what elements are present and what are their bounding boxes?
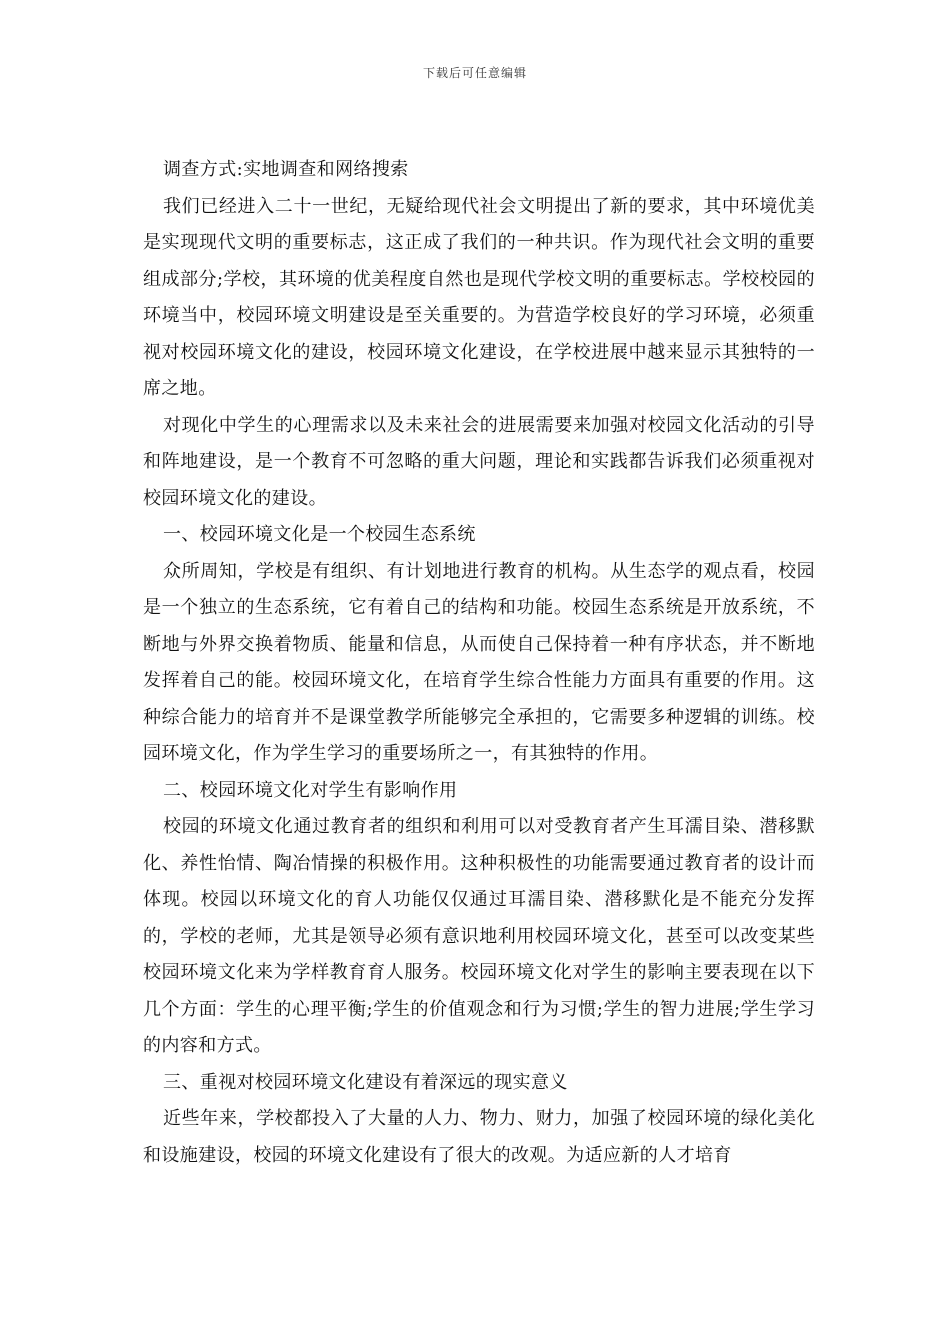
section-paragraph-2: 校园的环境文化通过教育者的组织和利用可以对受教育者产生耳濡目染、潜移默化、养性怡情、陶冶情操的积极作用。这种积极性的功能需要通过教育者的设计而体现。校园以环境文化的育人功能仅仅通过耳濡目染、潜移默化是不能充分发挥的，学校的老师，尤其是领导必须有意识地利用校园环境文化，甚至可以改变某些校园环境文化来为学样教育育人服务。校园环境文化对学生的影响主要表现在以下几个方面：学生的心理平衡;学生的价值观念和行为习惯;学生的智力进展;学生学习的内容和方式。 — [143, 816, 815, 1056]
need-paragraph: 对现化中学生的心理需求以及未来社会的进展需要来加强对校园文化活动的引导和阵地建设，是一个教育不可忽略的重大问题，理论和实践都告诉我们必须重视对校园环境文化的建设。 — [143, 414, 815, 509]
section-paragraph-3: 近些年来，学校都投入了大量的人力、物力、财力，加强了校园环境的绿化美化和设施建设，校园的环境文化建设有了很大的改观。为适应新的人才培育 — [143, 1108, 815, 1166]
document-body — [143, 152, 815, 1174]
section-paragraph-1: 众所周知，学校是有组织、有计划地进行教育的机构。从生态学的观点看，校园是一个独立的生态系统，它有着自己的结构和功能。校园生态系统是开放系统，不断地与外界交换着物质、能量和信息，从而使自己保持着一种有序状态，并不断地发挥着自己的能。校园环境文化，在培育学生综合性能力方面具有重要的作用。这种综合能力的培育并不是课堂教学所能够完全承担的，它需要多种逻辑的训练。校园环境文化，作为学生学习的重要场所之一，有其独特的作用。 — [143, 560, 815, 764]
intro-paragraph: 我们已经进入二十一世纪，无疑给现代社会文明提出了新的要求，其中环境优美是实现现代文明的重要标志，这正成了我们的一种共识。作为现代社会文明的重要组成部分;学校，其环境的优美程度自然也是现代学校文明的重要标志。学校校园的环境当中，校园环境文明建设是至关重要的。为营造学校良好的学习环境，必须重视对校园环境文化的建设，校园环境文化建设，在学校进展中越来显示其独特的一席之地。 — [143, 195, 815, 399]
header-note: 下载后可任意编辑 — [422, 66, 527, 80]
section-heading-1: 一、校园环境文化是一个校园生态系统 — [163, 524, 476, 545]
section-heading-2: 二、校园环境文化对学生有影响作用 — [163, 779, 458, 801]
survey-method-line: 调查方式:实地调查和网络搜索 — [163, 159, 409, 180]
section-heading-3: 三、重视对校园环境文化建设有着深远的现实意义 — [163, 1071, 568, 1093]
